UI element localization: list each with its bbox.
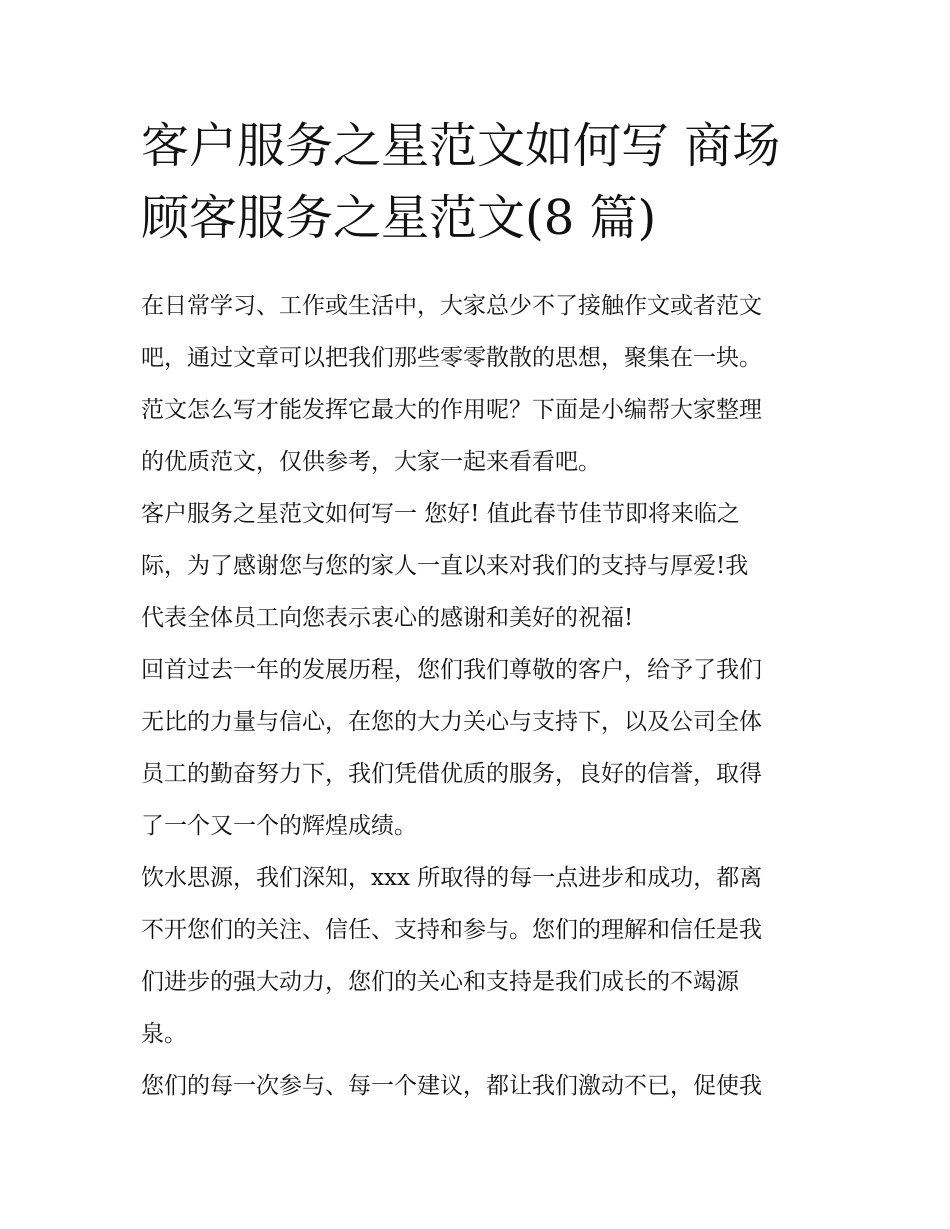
document-page — [141, 110, 813, 1112]
title-line: 客户服务之星范文如何写 商场 — [141, 118, 781, 174]
text-line: 们进步的强大动力，您们的关心和支持是我们成长的不竭源 — [141, 969, 739, 995]
paragraph-intro — [141, 280, 813, 488]
document-body — [141, 280, 813, 1112]
paragraph-review — [141, 644, 813, 852]
text-line: 回首过去一年的发展历程，您们我们尊敬的客户，给予了我们 — [141, 657, 762, 683]
text-line: 吧，通过文章可以把我们那些零零散散的思想，聚集在一块。 — [141, 345, 762, 371]
text-line: 代表全体员工向您表示衷心的感谢和美好的祝福! — [141, 605, 634, 631]
text-line: 员工的勤奋努力下，我们凭借优质的服务，良好的信誉，取得 — [141, 761, 762, 787]
text-line: 无比的力量与信心，在您的大力关心与支持下，以及公司全体 — [141, 709, 762, 735]
text-line: 范文怎么写才能发挥它最大的作用呢？下面是小编帮大家整理 — [141, 397, 762, 423]
text-line: 在日常学习、工作或生活中，大家总少不了接触作文或者范文 — [141, 293, 762, 319]
text-line: 饮水思源，我们深知，xxx 所取得的每一点进步和成功，都离 — [141, 865, 763, 891]
text-line: 不开您们的关注、信任、支持和参与。您们的理解和信任是我 — [141, 917, 762, 943]
text-line: 客户服务之星范文如何写一 您好! 值此春节佳节即将来临之 — [141, 501, 740, 527]
paragraph-greeting — [141, 488, 813, 644]
title-line: 顾客服务之星范文(8 篇) — [141, 190, 657, 246]
text-line: 泉。 — [141, 1021, 187, 1047]
paragraph-participation — [141, 1060, 813, 1112]
text-line: 际，为了感谢您与您的家人一直以来对我们的支持与厚爱!我 — [141, 553, 749, 579]
text-line: 了一个又一个的辉煌成绩。 — [141, 813, 417, 839]
paragraph-gratitude — [141, 852, 813, 1060]
text-line: 您们的每一次参与、每一个建议，都让我们激动不已，促使我 — [141, 1073, 762, 1099]
document-title — [141, 110, 813, 254]
text-line: 的优质范文，仅供参考，大家一起来看看吧。 — [141, 449, 601, 475]
